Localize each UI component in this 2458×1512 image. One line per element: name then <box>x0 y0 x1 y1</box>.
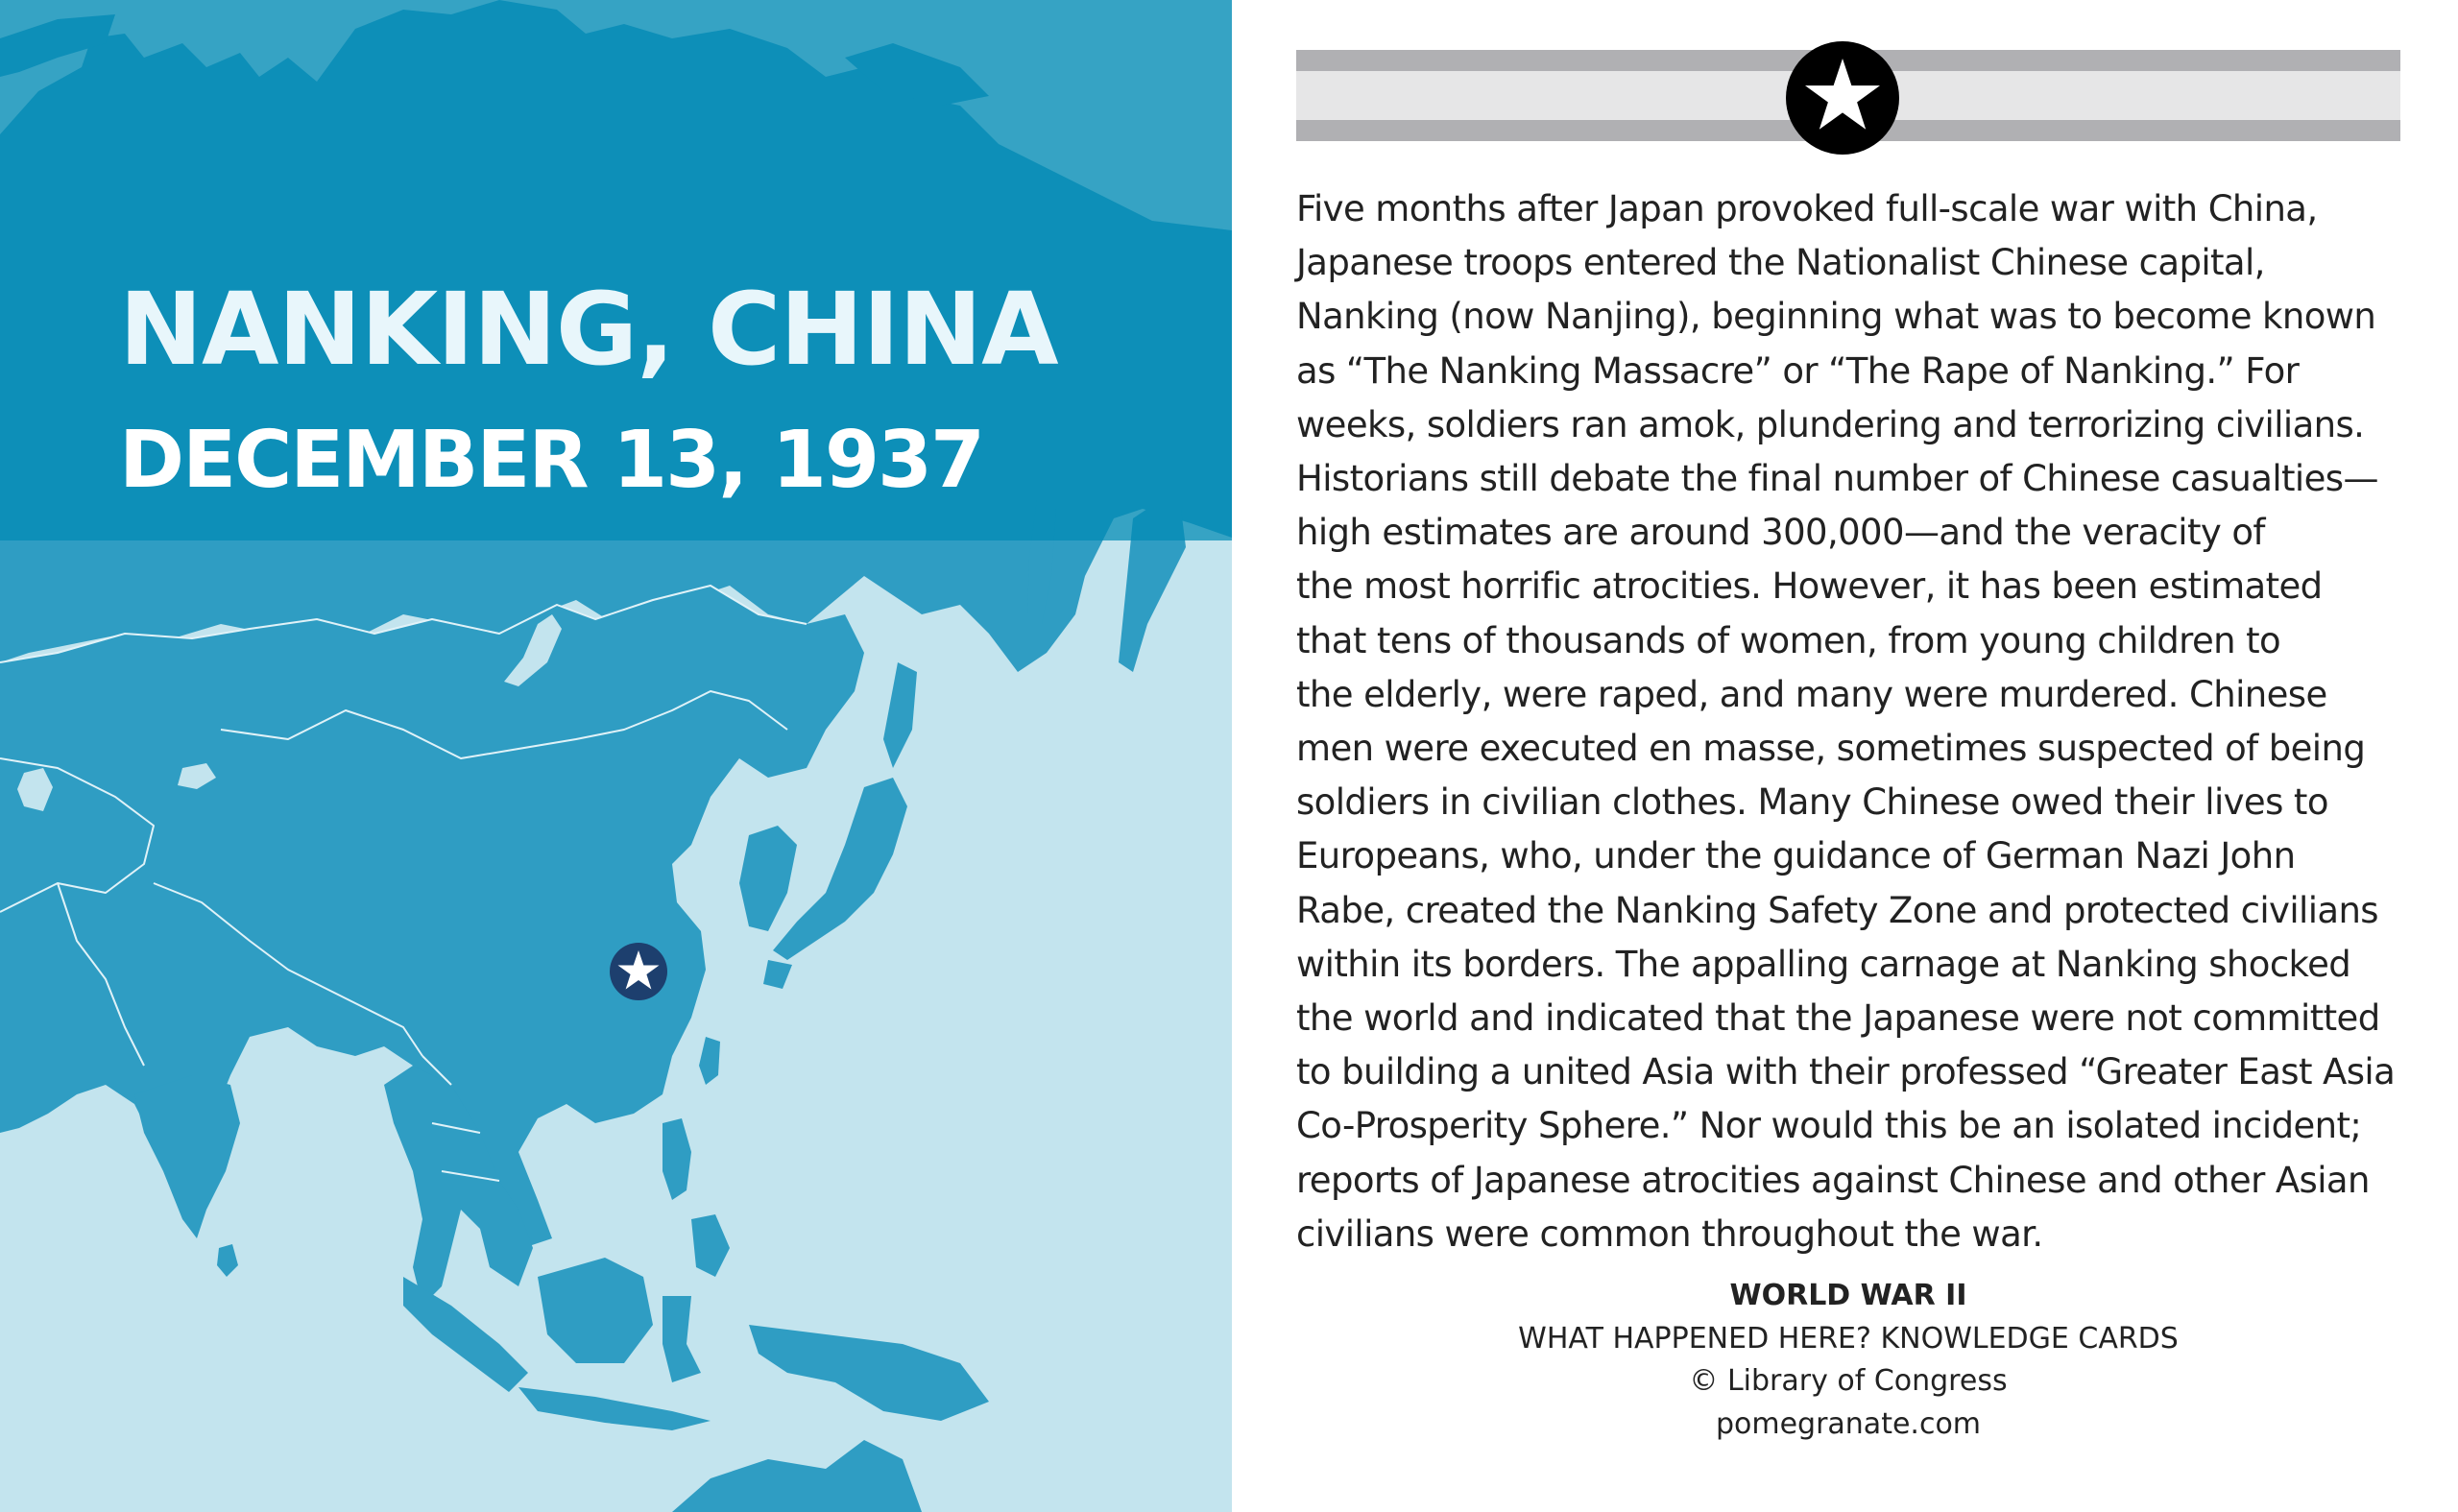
narrative-line: Historians still debate the final number of Chinese casualties— <box>1296 458 2378 500</box>
narrative-line: that tens of thousands of women, from young children to <box>1296 619 2281 661</box>
narrative-line: civilians were common throughout the war. <box>1296 1212 2043 1255</box>
narrative-line: Five months after Japan provoked full-scale war with China, <box>1296 188 2318 229</box>
star-icon <box>609 942 668 1001</box>
narrative-line: as “The Nanking Massacre” or “The Rape of Nanking.” For <box>1296 349 2300 392</box>
event-date: DECEMBER 13, 1937 <box>119 415 984 506</box>
narrative-line: soldiers in civilian clothes. Many Chinese owed their lives to <box>1296 781 2328 824</box>
narrative-text <box>1296 182 2420 1261</box>
narrative-line: men were executed en masse, sometimes suspected of being <box>1296 728 2366 770</box>
narrative-line: the world and indicated that the Japanese were not committed <box>1296 997 2380 1040</box>
card-credits <box>1296 1275 2400 1446</box>
narrative-line: to building a united Asia with their professed “Greater East Asia <box>1296 1051 2396 1093</box>
series-title: WORLD WAR II <box>1729 1279 1967 1312</box>
text-panel <box>1232 0 2458 1512</box>
location-title: NANKING, CHINA <box>119 271 1058 388</box>
star-icon <box>1785 40 1900 156</box>
narrative-line: Europeans, who, under the guidance of German Nazi John <box>1296 835 2296 877</box>
narrative-line: the most horrific atrocities. However, it has been estimated <box>1296 565 2323 608</box>
star-banner <box>1296 50 2400 142</box>
website-text: pomegranate.com <box>1715 1406 1982 1441</box>
narrative-line: Co-Prosperity Sphere.” Nor would this be an isolated incident; <box>1296 1105 2362 1147</box>
narrative-line: Rabe, created the Nanking Safety Zone and protected civilians <box>1296 889 2378 931</box>
narrative-line: Japanese troops entered the Nationalist Chinese capital, <box>1296 242 2265 284</box>
narrative-line: Nanking (now Nanjing), beginning what was to become known <box>1296 296 2376 338</box>
narrative-line: the elderly, were raped, and many were murdered. Chinese <box>1296 673 2327 715</box>
product-name: WHAT HAPPENED HERE? KNOWLEDGE CARDS <box>1518 1321 2179 1356</box>
copyright-notice: © Library of Congress <box>1689 1364 2008 1398</box>
narrative-line: weeks, soldiers ran amok, plundering and terrorizing civilians. <box>1296 403 2365 445</box>
narrative-line: within its borders. The appalling carnage at Nanking shocked <box>1296 943 2351 985</box>
narrative-line: high estimates are around 300,000—and the veracity of <box>1296 512 2265 554</box>
narrative-line: reports of Japanese atrocities against Chinese and other Asian <box>1296 1159 2370 1201</box>
